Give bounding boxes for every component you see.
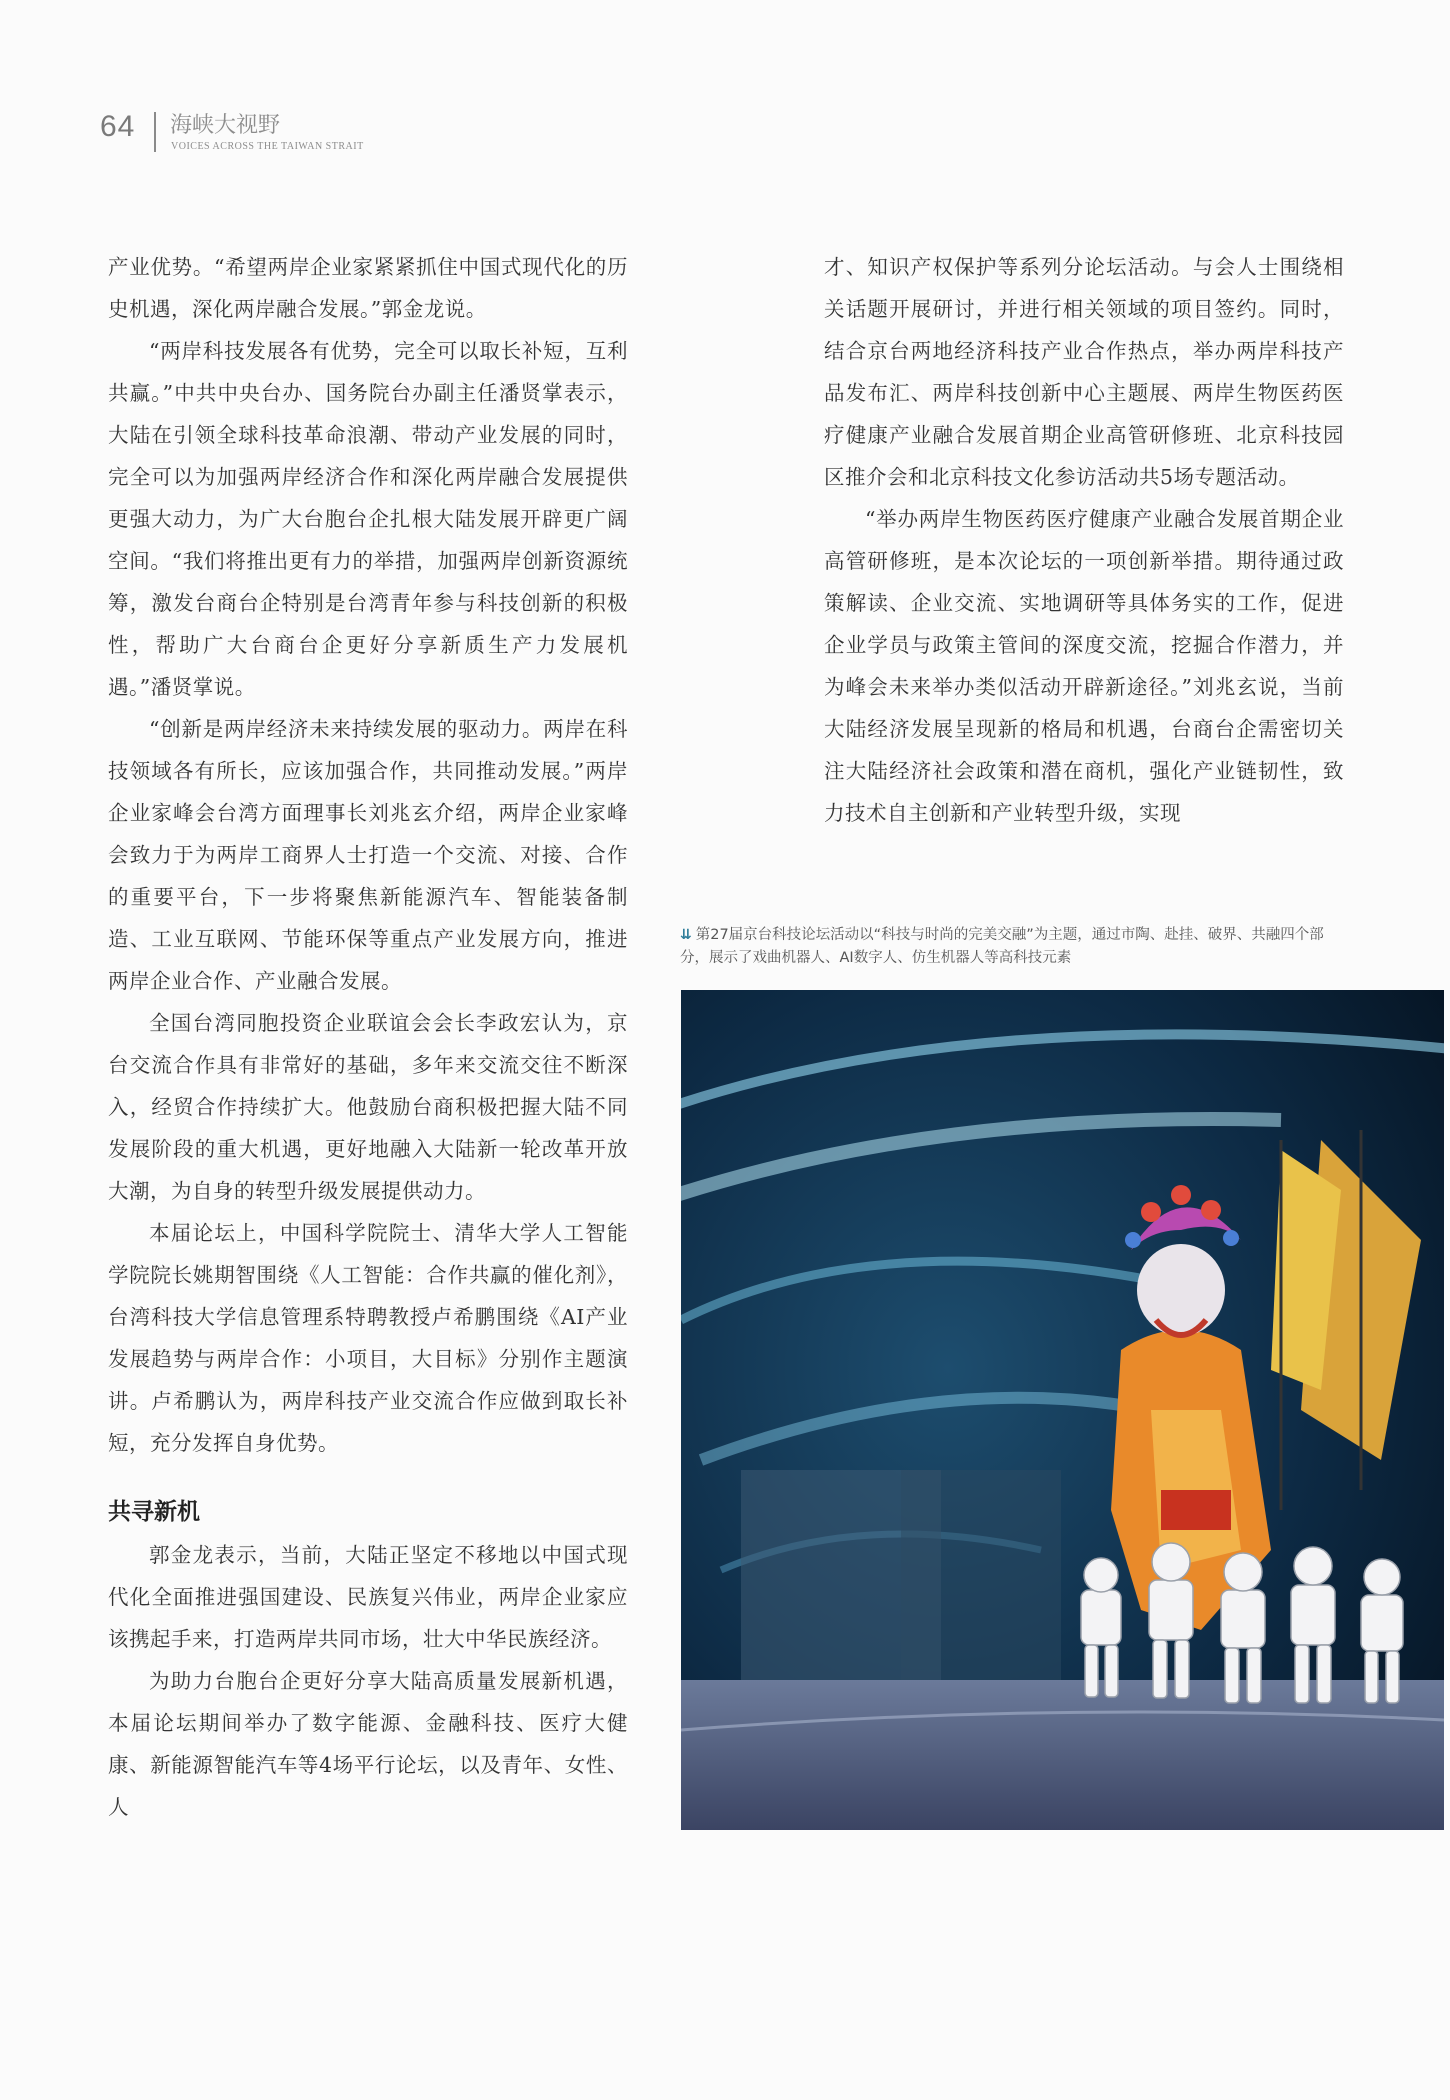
paragraph: 才、知识产权保护等系列分论坛活动。与会人士围绕相关话题开展研讨，并进行相关领域的项目签约。同时，结合京台两地经济科技产业合作热点，举办两岸科技产品发布汇、两岸科技创新中心主题展、两岸生物医药医疗健康产业融合发展首期企业高管研修班、北京科技园区推介会和北京科技文化参访活动共5场专题活动。 <box>824 255 1344 489</box>
paragraph: “创新是两岸经济未来持续发展的驱动力。两岸在科技领域各有所长，应该加强合作，共同推动发展。”两岸企业家峰会台湾方面理事长刘兆玄介绍，两岸企业家峰会致力于为两岸工商界人士打造一个交流、对接、合作的重要平台，下一步将聚焦新能源汽车、智能装备制造、工业互联网、节能环保等重点产业发展方向，推进两岸企业合作、产业融合发展。 <box>108 717 628 993</box>
left-column <box>108 246 628 1828</box>
right-column <box>824 246 1344 834</box>
paragraph: 为助力台胞台企更好分享大陆高质量发展新机遇，本届论坛期间举办了数字能源、金融科技、医疗大健康、新能源智能汽车等4场平行论坛，以及青年、女性、人 <box>108 1669 628 1819</box>
header-divider <box>154 112 156 152</box>
paragraph: “两岸科技发展各有优势，完全可以取长补短，互利共赢。”中共中央台办、国务院台办副主任潘贤掌表示，大陆在引领全球科技革命浪潮、带动产业发展的同时，完全可以为加强两岸经济合作和深化两岸融合发展提供更强大动力，为广大台胞台企扎根大陆发展开辟更广阔空间。“我们将推出更有力的举措，加强两岸创新资源统筹，激发台商台企特别是台湾青年参与科技创新的积极性，帮助广大台商台企更好分享新质生产力发展机遇。”潘贤掌说。 <box>108 339 628 699</box>
stage-illustration <box>681 990 1444 1830</box>
paragraph: 本届论坛上，中国科学院院士、清华大学人工智能学院院长姚期智围绕《人工智能：合作共赢的催化剂》，台湾科技大学信息管理系特聘教授卢希鹏围绕《AI产业发展趋势与两岸合作：小项目，大目标》分别作主题演讲。卢希鹏认为，两岸科技产业交流合作应做到取长补短，充分发挥自身优势。 <box>108 1221 628 1455</box>
photo-caption <box>680 924 1340 970</box>
paragraph: 产业优势。“希望两岸企业家紧紧抓住中国式现代化的历史机遇，深化两岸融合发展。”郭金龙说。 <box>108 255 628 321</box>
paragraph: 全国台湾同胞投资企业联谊会会长李政宏认为，京台交流合作具有非常好的基础，多年来交流交往不断深入，经贸合作持续扩大。他鼓励台商积极把握大陆不同发展阶段的重大机遇，更好地融入大陆新一轮改革开放大潮，为自身的转型升级发展提供动力。 <box>108 1011 628 1203</box>
stage-photo <box>681 990 1444 1830</box>
chevron-down-icon: ⇊ <box>680 927 692 943</box>
page-number: 64 <box>100 110 136 143</box>
paragraph: 郭金龙表示，当前，大陆正坚定不移地以中国式现代化全面推进强国建设、民族复兴伟业，两岸企业家应该携起手来，打造两岸共同市场，壮大中华民族经济。 <box>108 1543 628 1651</box>
magazine-subtitle: VOICES ACROSS THE TAIWAN STRAIT <box>171 141 364 152</box>
magazine-title: 海峡大视野 <box>170 113 281 138</box>
section-heading: 共寻新机 <box>108 1499 200 1525</box>
caption-text: 第27届京台科技论坛活动以“科技与时尚的完美交融”为主题，通过市陶、赴挂、破界、共融四个部分，展示了戏曲机器人、AI数字人、仿生机器人等高科技元素 <box>680 927 1324 966</box>
paragraph: “举办两岸生物医药医疗健康产业融合发展首期企业高管研修班，是本次论坛的一项创新举措。期待通过政策解读、企业交流、实地调研等具体务实的工作，促进企业学员与政策主管间的深度交流，挖掘合作潜力，并为峰会未来举办类似活动开辟新途径。”刘兆玄说，当前大陆经济发展呈现新的格局和机遇，台商台企需密切关注大陆经济社会政策和潜在商机，强化产业链韧性，致力技术自主创新和产业转型升级，实现 <box>824 507 1344 825</box>
